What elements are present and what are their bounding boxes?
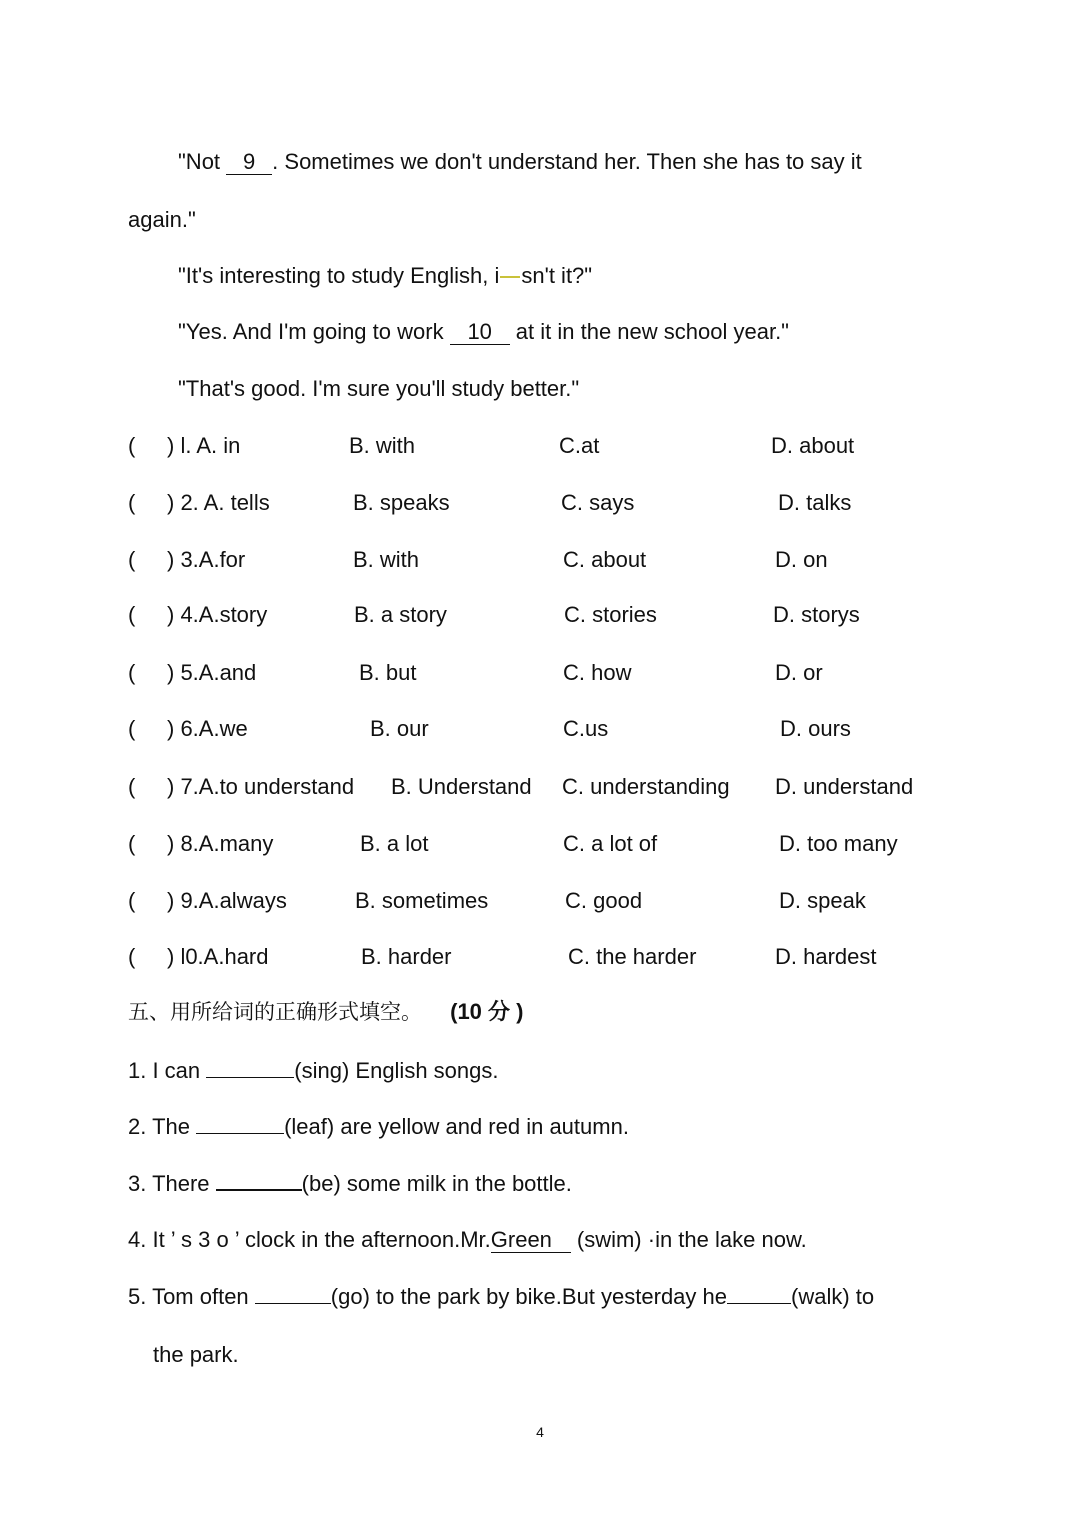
option-c: C.at: [559, 433, 600, 458]
text: 2. The: [128, 1114, 197, 1139]
text: (sing) English songs.: [294, 1058, 499, 1083]
text: (be) some milk in the bottle.: [301, 1171, 572, 1196]
option-d: D. too many: [779, 831, 898, 856]
option-d: D. understand: [775, 774, 914, 799]
text: 5. Tom often: [128, 1284, 255, 1309]
passage-line-5: "That's good. I'm sure you'll study better.": [178, 376, 580, 401]
paren: (: [128, 716, 136, 741]
text: (leaf) are yellow and red in autumn.: [284, 1114, 629, 1139]
option-c: C.us: [563, 716, 609, 741]
option-a: ) 8.A.many: [167, 831, 274, 856]
text: sn't it?": [521, 263, 593, 288]
section-points: (10 分 ): [450, 999, 524, 1024]
section-heading: [128, 998, 523, 1026]
paren: (: [128, 660, 136, 685]
answer-blank: Green: [491, 1228, 571, 1253]
option-c: C. understanding: [562, 774, 730, 799]
option-a: ) 3.A.for: [167, 547, 246, 572]
text: 4. It ’ s 3 o ’ clock in the afternoon.Mr.: [128, 1227, 491, 1252]
option-b: B. our: [370, 716, 429, 741]
option-b: B. a story: [354, 602, 447, 627]
option-c: C. the harder: [568, 944, 697, 969]
answer-blank[interactable]: [196, 1133, 284, 1134]
passage-line-4: [178, 318, 789, 346]
text: "Not: [178, 149, 227, 174]
fill-question-2: [128, 1113, 629, 1141]
option-a: ) 5.A.and: [167, 660, 257, 685]
fill-question-3: [128, 1170, 572, 1198]
option-a: ) 9.A.always: [167, 888, 287, 913]
answer-blank[interactable]: [206, 1077, 294, 1078]
option-c: C. about: [563, 547, 647, 572]
answer-blank-9: 9: [226, 150, 272, 175]
text: 1. I can: [128, 1058, 207, 1083]
option-b: B. sometimes: [355, 888, 489, 913]
paren: (: [128, 602, 136, 627]
text: "It's interesting to study English, i: [178, 263, 500, 288]
option-a: ) l. A. in: [167, 433, 241, 458]
text: 3. There: [128, 1171, 216, 1196]
option-d: D. about: [771, 433, 855, 458]
option-b: B. a lot: [360, 831, 429, 856]
fill-question-5-continued: the park.: [153, 1342, 239, 1367]
paren: (: [128, 944, 136, 969]
option-d: D. talks: [778, 490, 852, 515]
fill-question-4: [128, 1226, 807, 1254]
option-c: C. how: [563, 660, 632, 685]
paren: (: [128, 774, 136, 799]
passage-line-2: again.": [128, 207, 196, 232]
passage-line-3: [178, 262, 592, 290]
answer-blank-10: 10: [450, 320, 510, 345]
option-d: D. ours: [780, 716, 851, 741]
option-a: ) l0.A.hard: [167, 944, 269, 969]
option-d: D. hardest: [775, 944, 877, 969]
text: "Yes. And I'm going to work: [178, 319, 450, 344]
option-a: ) 4.A.story: [167, 602, 268, 627]
option-c: C. good: [565, 888, 643, 913]
highlight-mark: [500, 276, 520, 278]
option-d: D. speak: [779, 888, 866, 913]
section-title: 五、用所给词的正确形式填空。: [128, 1000, 422, 1024]
text: (go) to the park by bike.But yesterday he: [330, 1284, 727, 1309]
paren: (: [128, 490, 136, 515]
text: (walk) to: [791, 1284, 875, 1309]
option-b: B. harder: [361, 944, 452, 969]
option-b: B. with: [353, 547, 420, 572]
text: . Sometimes we don't understand her. Then she has to say it: [272, 149, 862, 174]
page-number: 4: [536, 1424, 544, 1440]
paren: (: [128, 433, 136, 458]
paren: (: [128, 547, 136, 572]
option-c: C. stories: [564, 602, 657, 627]
passage-line-1: [178, 148, 862, 176]
option-b: B. with: [349, 433, 416, 458]
option-b: B. but: [359, 660, 417, 685]
option-c: C. says: [561, 490, 635, 515]
option-a: ) 7.A.to understand: [167, 774, 355, 799]
option-b: B. Understand: [391, 774, 532, 799]
answer-blank[interactable]: [727, 1303, 791, 1304]
answer-blank[interactable]: [216, 1189, 302, 1191]
option-d: D. on: [775, 547, 828, 572]
fill-question-1: [128, 1057, 499, 1085]
text: (swim) ·in the lake now.: [570, 1227, 807, 1252]
paren: (: [128, 831, 136, 856]
option-a: ) 2. A. tells: [167, 490, 270, 515]
text: at it in the new school year.": [509, 319, 789, 344]
option-c: C. a lot of: [563, 831, 658, 856]
paren: (: [128, 888, 136, 913]
option-b: B. speaks: [353, 490, 450, 515]
option-d: D. or: [775, 660, 823, 685]
option-d: D. storys: [773, 602, 860, 627]
answer-blank[interactable]: [255, 1303, 331, 1304]
option-a: ) 6.A.we: [167, 716, 248, 741]
fill-question-5: [128, 1283, 874, 1311]
